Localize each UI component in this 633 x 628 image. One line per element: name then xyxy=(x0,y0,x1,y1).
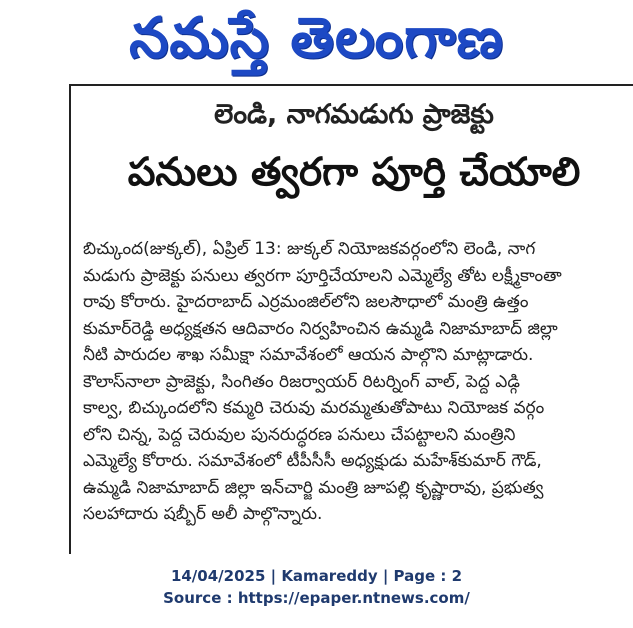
article-body-line: లోని చిన్న, పెద్ద చెరువుల పునరుద్ధరణ పనులు చేపట్టాలని మంత్రిని xyxy=(83,424,516,445)
article-headline: పనులు త్వరగా పూర్తి చేయాలి xyxy=(127,150,581,195)
article-body-line: ఎమ్మెల్యే కోరారు. సమావేశంలో టీపీసీసీ అధ్యక్షుడు మహేశ్‌కుమార్ గౌడ్, xyxy=(83,451,542,471)
article-body-line: మడుగు ప్రాజెక్టు పనులు త్వరగా పూర్తిచేయాలని ఎమ్మెల్యే తోట లక్ష్మీకాంతా xyxy=(83,265,562,286)
article-body-line: రావు కోరారు. హైదరాబాద్ ఎర్రమంజిల్‌లోని జలసౌధాలో మంత్రి ఉత్తం xyxy=(83,292,529,312)
news-clipping xyxy=(69,84,633,554)
article-body-line: ఉమ్మడి నిజామాబాద్ జిల్లా ఇన్‌చార్జి మంత్రి జూపల్లి కృష్ణారావు, ప్రభుత్వ xyxy=(83,477,544,498)
article-body-line: కౌలాస్‌నాలా ప్రాజెక్టు, సింగితం రిజర్వాయర్ రిటర్నింగ్ వాల్, పెద్ద ఎడ్గి xyxy=(83,371,520,392)
newspaper-masthead: నమస్తే తెలంగాణ xyxy=(129,5,504,71)
article-body xyxy=(83,236,631,528)
article-body-line: కుమార్‌రెడ్డి అధ్యక్షతన ఆదివారం నిర్వహించిన ఉమ్మడి నిజామాబాద్ జిల్లా xyxy=(83,318,558,339)
article-body-line: కాల్వ, బిచ్కుందలోని కమ్మరి చెరువు మరమ్మతుతోపాటు నియోజక వర్గం xyxy=(83,398,545,418)
edition-dateline: 14/04/2025 | Kamareddy | Page : 2 xyxy=(170,567,463,585)
source-caption: Source : https://epaper.ntnews.com/ xyxy=(163,589,470,607)
article-body-line: నీటి పారుదల శాఖ సమీక్షా సమావేశంలో ఆయన పాల్గొని మాట్లాడారు. xyxy=(83,345,534,365)
article-body-line: సలహాదారు షబ్బీర్ అలీ పాల్గొన్నారు. xyxy=(83,504,323,524)
article-body-line: బిచ్కుంద(జుక్కల్), ఏప్రిల్ 13: జుక్కల్ నియోజకవర్గంలోని లెండి, నాగ xyxy=(83,239,536,259)
article-kicker: లెండి, నాగమడుగు ప్రాజెక్టు xyxy=(214,99,494,130)
